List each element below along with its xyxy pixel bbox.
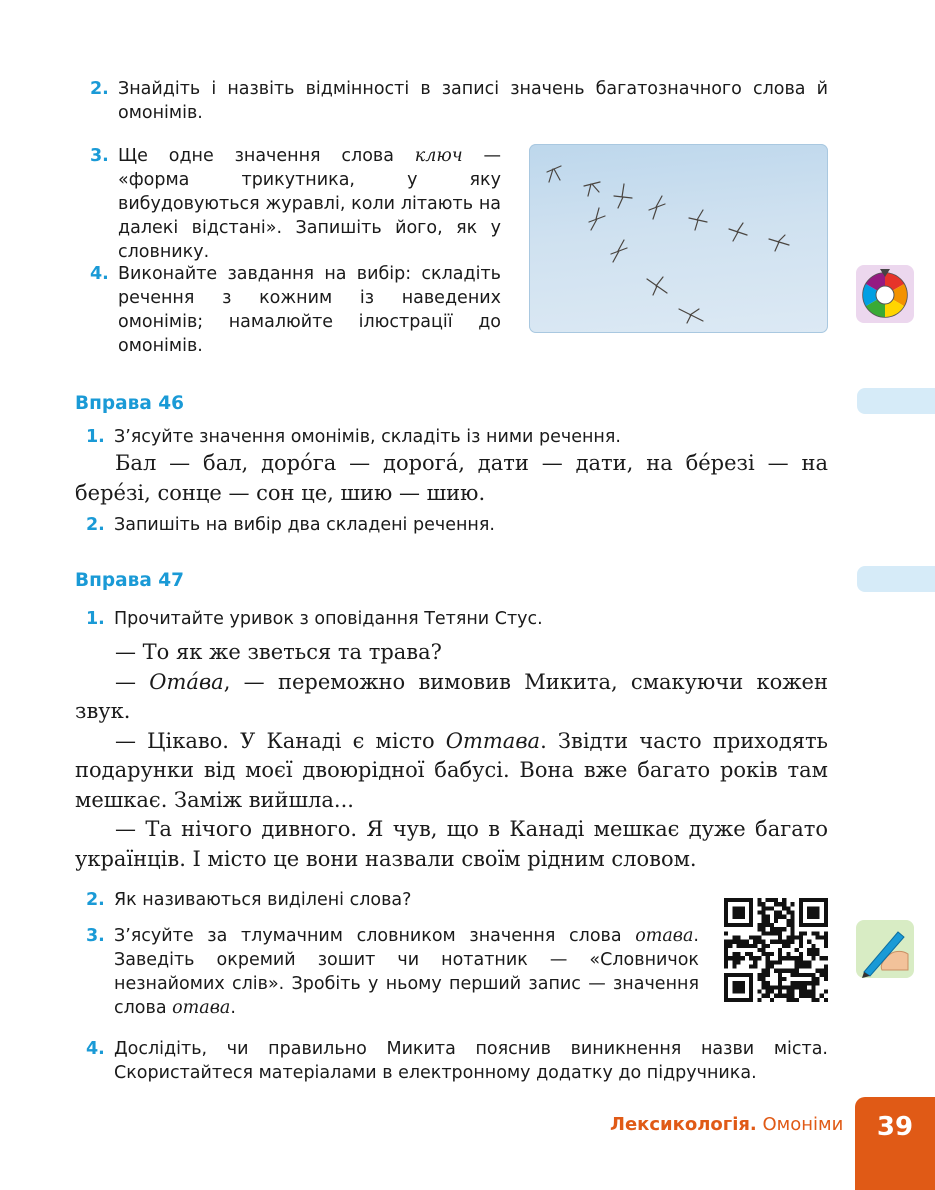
footer-topic: Омоніми (756, 1114, 844, 1135)
task-text: З’ясуйте за тлумачним словником значення слова (114, 926, 636, 946)
writing-hand-icon[interactable] (856, 920, 914, 978)
story-paragraph-1: — То як же зветься та трава? (115, 640, 442, 664)
writing-hand-graphic (856, 920, 914, 978)
task-text: . Заведіть окремий зошит чи нотатник — «Словничок незнайомих слів». Зробіть у ньому перший запис — значення слова (114, 926, 699, 1018)
ex47-task-3 (86, 924, 699, 1020)
ex47-task-4 (86, 1037, 828, 1085)
task-text: Запишіть на вибір два складені речення. (114, 515, 495, 535)
task-number: 1. (86, 609, 105, 629)
task-number: 2. (86, 515, 105, 535)
task-number: 1. (86, 427, 105, 447)
task-text: Прочитайте уривок з оповідання Тетяни Стус. (114, 609, 543, 629)
exercise-46-heading: Вправа 46 (75, 393, 184, 414)
task-text-pre: Ще одне значення слова (118, 146, 415, 166)
task-number: 4. (90, 264, 109, 284)
side-tab (857, 566, 935, 592)
qr-code-graphic (724, 898, 828, 1002)
task-2-top (90, 77, 828, 125)
task-text: Як називаються виділені слова? (114, 890, 412, 910)
story-text: — Цікаво. У Канаді є місто (115, 728, 446, 753)
ex47-task-1 (86, 607, 828, 631)
task-highlight-word: ключ (414, 146, 463, 166)
page-number: 39 (855, 1097, 935, 1190)
flying-cranes-illustration (529, 144, 828, 333)
task-4-top (90, 262, 501, 358)
task-number: 2. (86, 890, 105, 910)
story-text: , — переможно вимовив Микита, смакуючи кожен звук. (75, 669, 828, 723)
qr-code[interactable] (724, 898, 828, 1002)
task-highlight-word: отава (172, 998, 231, 1018)
page-footer (610, 1114, 843, 1135)
story-text: . Звідти часто приходять подарунки від моєї двоюрідної бабусі. Вона вже багато років там мешкає. Заміж вийшла... (75, 728, 828, 812)
task-number: 3. (86, 926, 105, 946)
task-text: . (230, 998, 236, 1018)
story-text: — (115, 669, 150, 694)
task-text: Дослідіть, чи правильно Микита пояснив виникнення назви міста. Скористайтеся матеріалами в електронному додатку до підручника. (114, 1039, 828, 1083)
highlighted-word-ottawa: Оттава (445, 728, 541, 753)
color-wheel-icon[interactable] (856, 265, 914, 323)
ex46-homonyms (75, 449, 828, 508)
cranes-photo (529, 144, 828, 333)
task-text: З’ясуйте значення омонімів, складіть із ними речення. (114, 427, 621, 447)
ex46-task-2 (86, 513, 828, 537)
task-number: 2. (90, 79, 109, 99)
task-3-top (90, 144, 501, 264)
story-paragraph-4: — Та нічого дивного. Я чув, що в Канаді мешкає дуже багато українців. І місто це вони назвали своїм рідним словом. (75, 817, 828, 871)
task-number: 4. (86, 1039, 105, 1059)
task-highlight-word: отава (635, 926, 694, 946)
exercise-47-heading: Вправа 47 (75, 570, 184, 591)
story-paragraph-2 (75, 668, 828, 727)
color-wheel-graphic (856, 265, 914, 323)
task-text: Виконайте завдання на вибір: складіть речення з кожним із наведених омонімів; намалюйте ілюстрації до омонімів. (118, 264, 501, 356)
side-tab (857, 388, 935, 414)
story-excerpt (75, 638, 828, 874)
task-text: Знайдіть і назвіть відмінності в записі значень багатозначного слова й омонімів. (118, 79, 828, 123)
footer-section: Лексикологія. (610, 1114, 757, 1135)
homonyms-text: Бал — бал, доро́га — дорога́, дати — дати, на бе́резі — на бере́зі, сонце — сон це, шию — шию. (75, 451, 828, 505)
ex47-task-2 (86, 888, 704, 912)
ex46-task-1 (86, 425, 828, 449)
task-text-post: — «форма трикутника, у яку вибудовуються журавлі, коли літають на далекі відстані». Запишіть його, як у словнику. (118, 146, 501, 262)
highlighted-word-otava: Ота́ва (149, 669, 224, 694)
story-paragraph-3 (75, 727, 828, 816)
task-number: 3. (90, 146, 109, 166)
